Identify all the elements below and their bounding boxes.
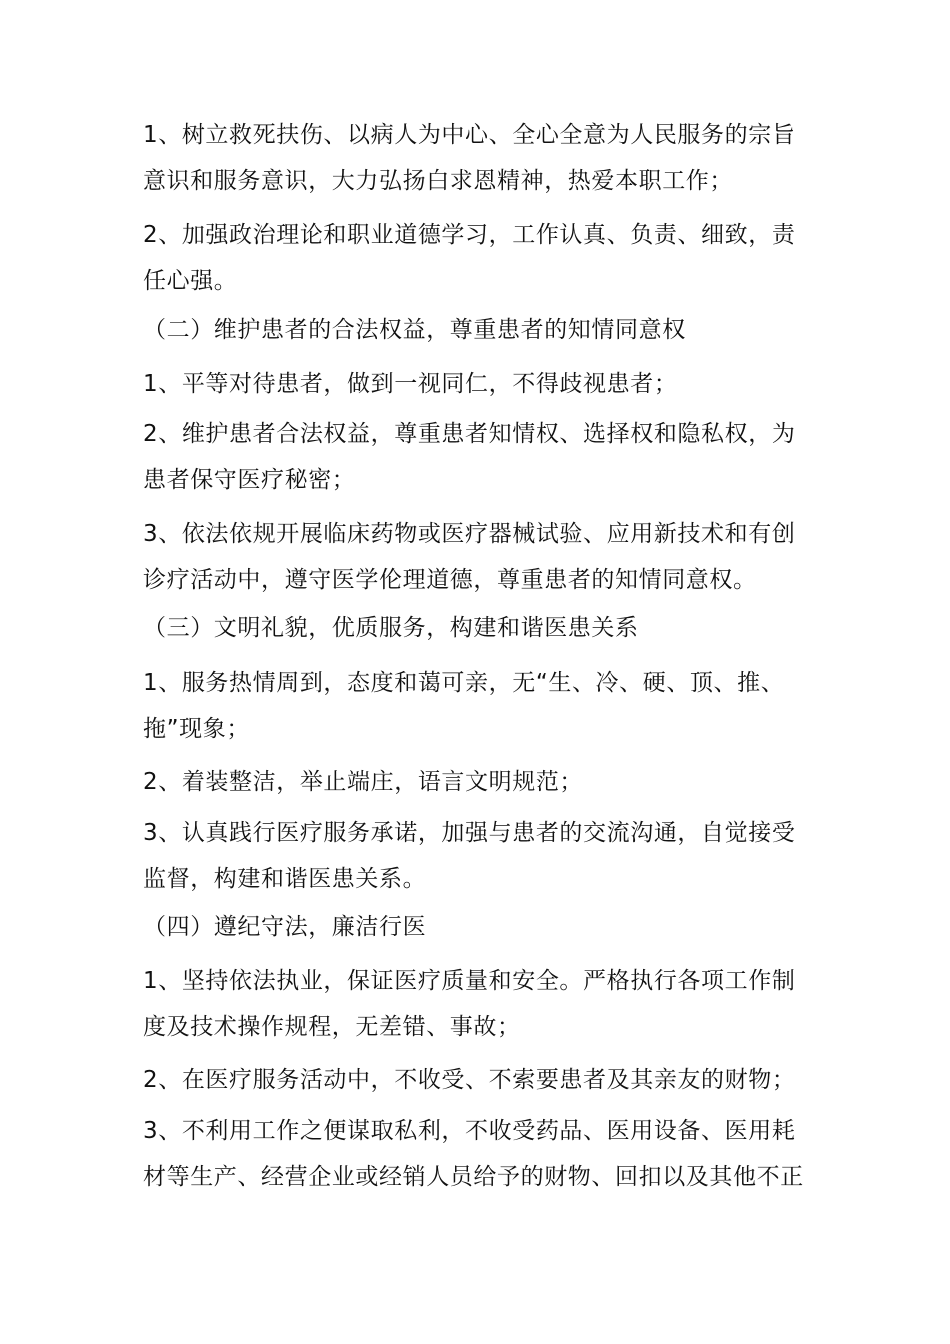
- section-heading-3: （三）文明礼貌，优质服务，构建和谐医患关系: [143, 615, 639, 641]
- paragraph-1-2: 2、加强政治理论和职业道德学习，工作认真、负责、细致，责任心强。: [143, 222, 796, 294]
- paragraph-2-1: 1、平等对待患者，做到一视同仁，不得歧视患者；: [143, 371, 678, 397]
- paragraph-3-1: 1、服务热情周到，态度和蔼可亲，无“生、冷、硬、顶、推、拖”现象；: [143, 670, 785, 742]
- paragraph-2-2: 2、维护患者合法权益，尊重患者知情权、选择权和隐私权，为患者保守医疗秘密；: [143, 421, 796, 493]
- paragraph-1-1: 1、树立救死扶伤、以病人为中心、全心全意为人民服务的宗旨意识和服务意识，大力弘扬白求恩精神，热爱本职工作；: [143, 122, 796, 194]
- paragraph-3-3: 3、认真践行医疗服务承诺，加强与患者的交流沟通，自觉接受监督，构建和谐医患关系。: [143, 820, 796, 892]
- paragraph-2-3: 3、依法依规开展临床药物或医疗器械试验、应用新技术和有创诊疗活动中，遵守医学伦理道德，尊重患者的知情同意权。: [143, 521, 796, 593]
- paragraph-4-3: 3、不利用工作之便谋取私利，不收受药品、医用设备、医用耗材等生产、经营企业或经销人员给予的财物、回扣以及其他不正: [143, 1118, 804, 1190]
- paragraph-3-2: 2、着装整洁，举止端庄，语言文明规范；: [143, 769, 584, 795]
- section-heading-4: （四）遵纪守法，廉洁行医: [143, 914, 427, 940]
- paragraph-4-1: 1、坚持依法执业，保证医疗质量和安全。严格执行各项工作制度及技术操作规程，无差错、事故；: [143, 968, 796, 1040]
- paragraph-4-2: 2、在医疗服务活动中，不收受、不索要患者及其亲友的财物；: [143, 1067, 796, 1093]
- section-heading-2: （二）维护患者的合法权益，尊重患者的知情同意权: [143, 317, 686, 343]
